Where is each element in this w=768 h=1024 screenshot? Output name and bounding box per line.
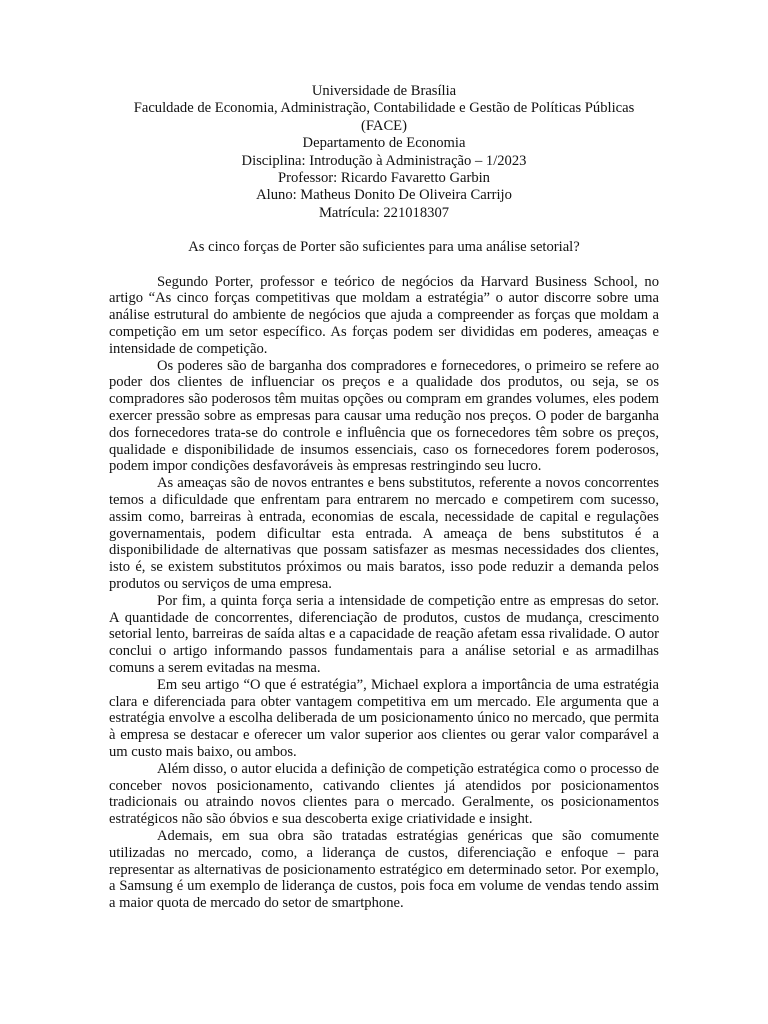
- paragraph: Ademais, em sua obra são tratadas estratégias genéricas que são comumente utilizadas no mercado, como, a liderança de custos, diferenciação e enfoque – para representar as alternativas de posicionamento estratégico em determinado setor. Por exemplo, a Samsung é um exemplo de liderança de custos, pois foca em volume de vendas tendo assim a maior quota de mercado do setor de smartphone.: [109, 827, 659, 912]
- university-name: Universidade de Brasília: [311, 83, 457, 99]
- paragraph: Em seu artigo “O que é estratégia”, Michael explora a importância de uma estratégia clara e diferenciada para obter vantagem competitiva em um mercado. Ele argumenta que a estratégia envolve a escolha deliberada de um posicionamento único no mercado, que permita à empresa se destacar e oferecer um valor superior aos clientes ou gerar valor comparável a um custo mais baixo, ou ambos.: [109, 676, 659, 760]
- registration-number: Matrícula: 221018307: [318, 204, 450, 221]
- faculty-abbreviation: (FACE): [361, 117, 407, 134]
- paragraph: Segundo Porter, professor e teórico de negócios da Harvard Business School, no artigo “As cinco forças competitivas que moldam a estratégia” o autor discorre sobre uma análise estrutural do ambiente de negócios que ajuda a compreender as forças que moldam a competição em um setor específico. As forças podem ser divididas em poderes, ameaças e intensidade de competição.: [109, 273, 659, 357]
- document-page: [109, 83, 659, 912]
- paragraph: Por fim, a quinta força seria a intensidade de competição entre as empresas do setor. A quantidade de concorrentes, diferenciação de produtos, custos de mudança, crescimento setorial lento, barreiras de saída altas e a capacidade de reação afetam essa rivalidade. O autor conclui o artigo informando passos fundamentais para a análise setorial e as armadilhas comuns a serem evitadas na mesma.: [109, 592, 659, 676]
- professor-name: Professor: Ricardo Favaretto Garbin: [278, 170, 490, 187]
- course-name: Disciplina: Introdução à Administração – 1/2023: [241, 152, 527, 169]
- document-header: [109, 83, 659, 222]
- document-title: As cinco forças de Porter são suficientes para uma análise setorial?: [188, 239, 580, 256]
- paragraph: Os poderes são de barganha dos compradores e fornecedores, o primeiro se refere ao poder dos clientes de influenciar os preços e a qualidade dos produtos, ou seja, se os compradores são poderosos têm muitas opções ou compram em grandes volumes, eles podem exercer pressão sobre as empresas para causar uma redução nos preços. O poder de barganha dos fornecedores trata-se do controle e influência que os fornecedores têm sobre os preços, qualidade e disponibilidade de insumos essenciais, caso os fornecedores forem poderosos, podem impor condições desfavoráveis às empresas restringindo seu lucro.: [109, 357, 659, 475]
- paragraph: Além disso, o autor elucida a definição de competição estratégica como o processo de conceber novos posicionamento, cativando clientes já atendidos por posicionamentos tradicionais ou atraindo novos clientes para o mercado. Geralmente, os posicionamentos estratégicos não são óbvios e sua descoberta exige criatividade e insight.: [109, 760, 659, 828]
- document-body: [109, 274, 659, 912]
- student-name: Aluno: Matheus Donito De Oliveira Carrijo: [256, 187, 512, 204]
- department-name: Departamento de Economia: [302, 135, 466, 152]
- faculty-name: Faculdade de Economia, Administração, Contabilidade e Gestão de Políticas Públicas: [133, 100, 635, 117]
- paragraph: As ameaças são de novos entrantes e bens substitutos, referente a novos concorrentes temos a dificuldade que enfrentam para entrarem no mercado e competirem com sucesso, assim como, barreiras à entrada, economias de escala, necessidade de capital e regulações governamentais, podem dificultar esta entrada. A ameaça de bens substitutos é a disponibilidade de alternativas que possam satisfazer as mesmas necessidades dos clientes, isto é, se existem substitutos próximos ou mais baratos, isso pode reduzir a demanda pelos produtos ou serviços de uma empresa.: [109, 475, 659, 592]
